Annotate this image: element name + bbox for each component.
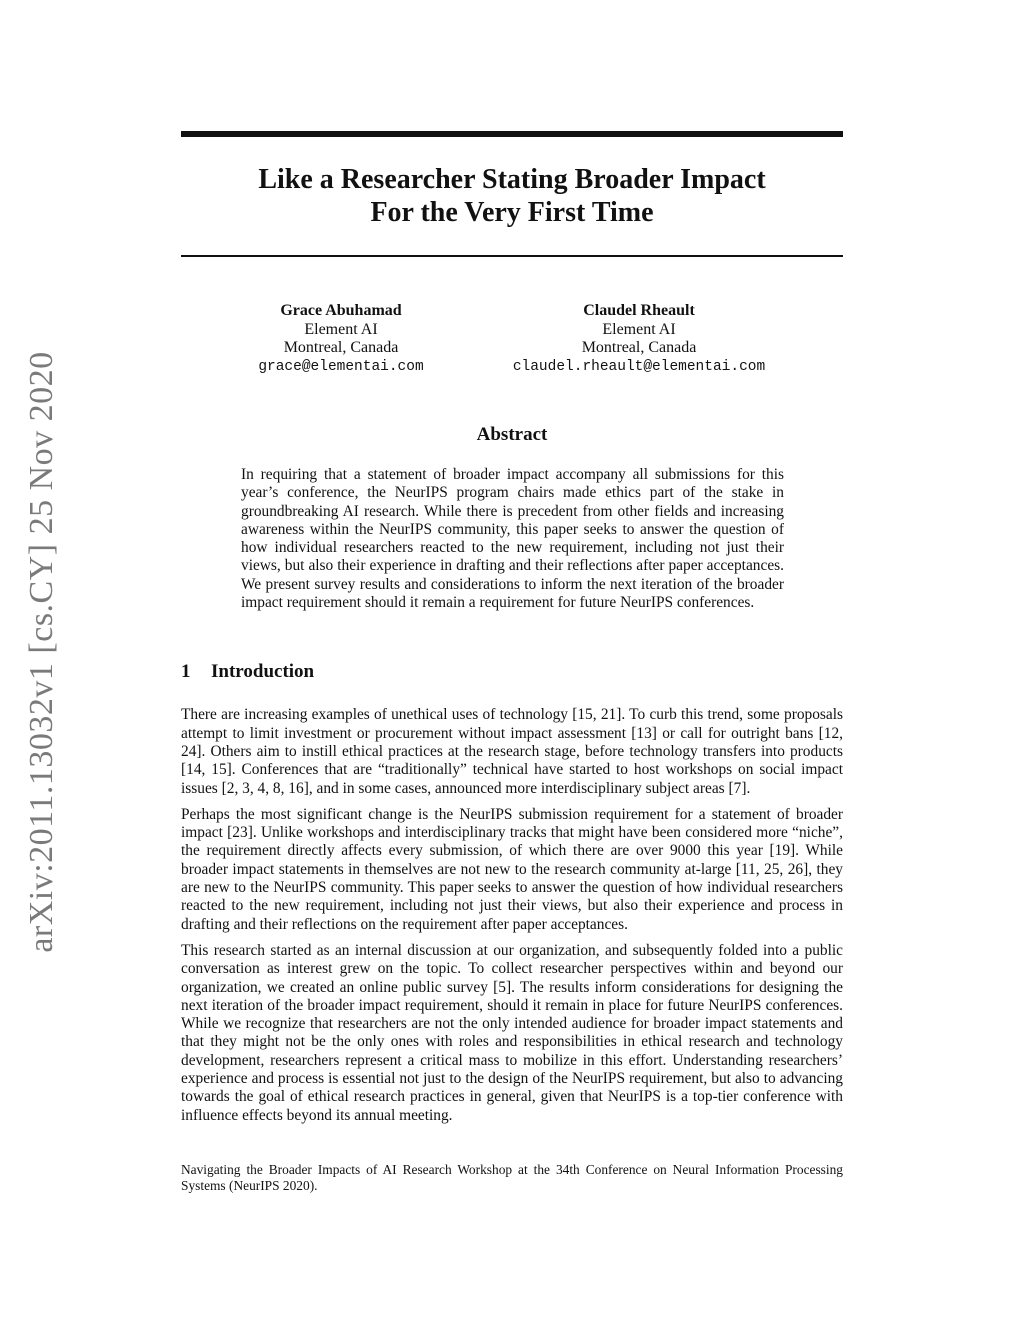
author-name: Grace Abuhamad: [280, 302, 402, 319]
title-top-rule: [181, 131, 843, 137]
author-block: [181, 302, 843, 382]
author-1: [191, 302, 491, 376]
title-bottom-rule: [181, 255, 843, 257]
author-2: [489, 302, 789, 376]
intro-paragraph-3: This research started as an internal discussion at our organization, and subsequently folded into a public conversation as interest grew on the topic. To collect researcher perspectives within and beyond our organization, we created an online public survey [5]. The results inform considerations for designing the next iteration of the broader impact requirement, should it remain in place for future NeurIPS conferences. While we recognize that researchers are not the only intended audience for broader impact statements and that they might not be the only ones with roles and responsibilities in ethical research and technology development, researchers represent a critical mass to mobilize in this effort. Understanding researchers’ experience and process is essential not just to the design of the NeurIPS requirement, but also to advancing towards the goal of ethical research practices in general, given that NeurIPS is a top-tier conference with influence effects beyond its annual meeting.: [181, 941, 843, 1124]
abstract-heading: Abstract: [476, 424, 548, 445]
section-number: 1: [181, 661, 191, 683]
author-affiliation: Element AI: [304, 320, 378, 338]
author-affiliation: Element AI: [602, 320, 676, 338]
author-email: grace@elementai.com: [258, 358, 424, 375]
workshop-footnote: Navigating the Broader Impacts of AI Research Workshop at the 34th Conference on Neural Information Processing Systems (NeurIPS 2020).: [181, 1161, 843, 1194]
section-heading-introduction: [181, 661, 843, 683]
author-email: claudel.rheault@elementai.com: [512, 358, 766, 375]
author-location: Montreal, Canada: [581, 339, 697, 356]
arxiv-identifier: arXiv:2011.13032v1 [cs.CY] 25 Nov 2020: [23, 351, 60, 953]
paper-title: [181, 163, 843, 229]
paper-page: [181, 131, 843, 1195]
abstract-text: In requiring that a statement of broader impact accompany all submissions for this year’s conference, the NeurIPS program chairs made ethics part of the stake in groundbreaking AI research. While there is precedent from other fields and increasing awareness within the NeurIPS community, this paper seeks to answer the question of how individual researchers reacted to the new requirement, including not just their views, but also their experience in drafting and their reflections after paper acceptances. We present survey results and considerations to inform the next iteration of the broader impact requirement should it remain a requirement for future NeurIPS conferences.: [241, 466, 784, 612]
section-title: Introduction: [211, 661, 315, 683]
paper-title-line-1: Like a Researcher Stating Broader Impact: [258, 164, 766, 195]
intro-paragraph-2: Perhaps the most significant change is the NeurIPS submission requirement for a statement of broader impact [23]. Unlike workshops and interdisciplinary tracks that might have been considered more “niche”, the requirement directly affects every submission, of which there are over 9000 this year [19]. While broader impact statements in themselves are not new to the research community at-large [11, 25, 26], they are new to the NeurIPS community. This paper seeks to answer the question of how individual researchers reacted to the new requirement, including not just their views, but also their experience and process in drafting and their reflections on the requirement after paper acceptances.: [181, 805, 843, 933]
intro-paragraph-1: There are increasing examples of unethical uses of technology [15, 21]. To curb this trend, some proposals attempt to limit investment or procurement without impact assessment [13] or call for outright bans [12, 24]. Others aim to instill ethical practices at the research stage, before technology transfers into products [14, 15]. Conferences that are “traditionally” technical have started to host workshops on social impact issues [2, 3, 4, 8, 16], and in some cases, announced more interdisciplinary subject areas [7].: [181, 706, 843, 797]
author-location: Montreal, Canada: [283, 339, 399, 356]
paper-title-line-2: For the Very First Time: [370, 197, 654, 228]
author-name: Claudel Rheault: [583, 302, 695, 319]
